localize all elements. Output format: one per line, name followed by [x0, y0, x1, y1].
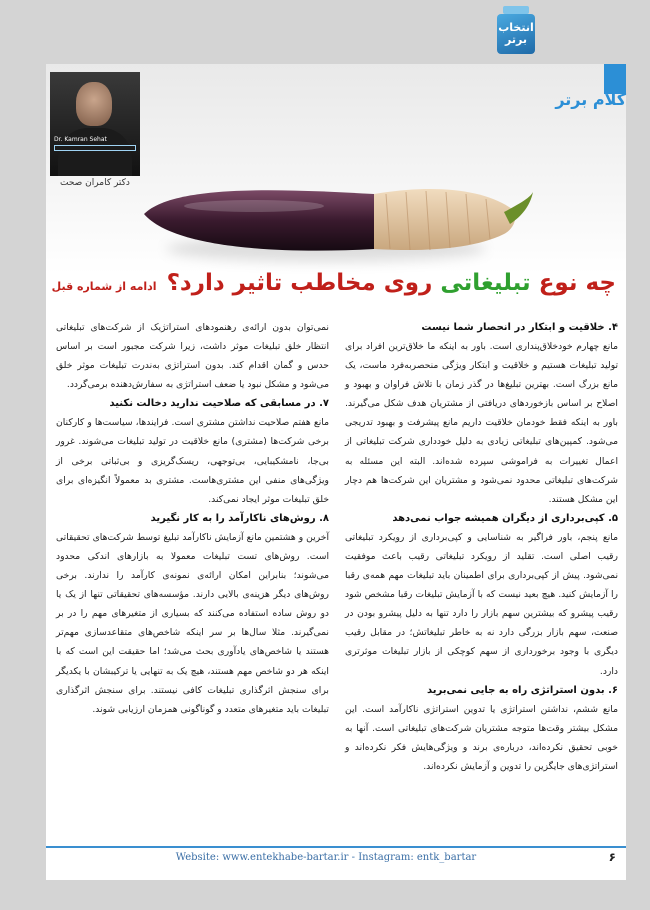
header-strip [0, 0, 650, 64]
article-title-row [51, 270, 616, 308]
continued-note: ادامه از شماره قبل [51, 280, 157, 293]
paragraph: مانع پنجم، باور فراگیر به شناسایی و کپی‌برداری از رویکرد تبلیغاتی رقیب اصلی است. تقلید از رویکرد تبلیغاتی رقیب باعث موفقیت نمی‌شود. پیش از کپی‌برداری برای اطمینان باید تبلیغات مهم همه‌ی رقبا را آزمایش کنید. هیچ بعید نیست که با آزمایش تبلیغات رقبا مشخص شود رقیب پیشرو که بیشترین سهم بازار را دارد تنها به دلیل پیشرو بودن در صنعت، سهم بازار بزرگی دارد نه به خاطر تبلیغاتش؛ در مقابل رقیب دیگری با وجود برخورداری از سهم کوچکی از بازار تبلیغات موثرتری دارد. [345, 531, 618, 677]
author-photo-name: Dr. Kamran Sehat [54, 136, 107, 143]
footer-divider [46, 846, 626, 848]
page-number: ۶ [608, 850, 616, 864]
author-photo [50, 72, 140, 176]
section-heading: ۸. روش‌های ناکارآمد را به کار نگیرید [150, 512, 329, 524]
paragraph: مانع ششم، نداشتن استراتژی یا تدوین استراتژی ناکارآمد است. این مشکل بیشتر وقت‌ها متوجه مشتریان شرکت‌های تبلیغاتی است. آنها به خوبی تحقیق نکرده‌اند، درباره‌ی برند و ویژگی‌هایش فکر نکرده‌اند و استراتژی‌های جایگزین را تدوین و آزمایش نکرده‌اند. [345, 703, 618, 772]
section-heading: ۴. خلاقیت و ابتکار در انحصار شما نیست [421, 322, 618, 333]
author-head [76, 82, 112, 126]
logo-mark [503, 6, 529, 14]
article-column-right [345, 318, 618, 848]
paragraph: نمی‌توان بدون ارائه‌ی رهنمودهای استراتژیک از شرکت‌های تبلیغاتی انتظار خلق تبلیغات موثر داشت، زیرا شرکت مجبور است بر اساس حدس و گمان اقدام کند. بدون استراتژی به‌ندرت تبلیغات موثر خلق می‌شود و مشکل نبود یا ضعف استراتژی به سفارش‌دهنده برمی‌گردد. [56, 322, 329, 391]
section-tag: کلام برتر [555, 90, 626, 109]
title-highlight: تبلیغاتی [440, 270, 531, 296]
eggplant-illustration [134, 154, 534, 264]
section-heading: ۶. بدون استراتژی راه به جایی نمی‌برید [426, 684, 618, 696]
article-column-left [56, 318, 329, 848]
section-heading: ۵. کپی‌برداری از دیگران همیشه جواب نمی‌دهد [392, 512, 618, 524]
footer-website: Website: www.entekhabe-bartar.ir - Instagram: entk_bartar [175, 852, 477, 863]
article-title: چه نوع تبلیغاتی روی مخاطب تاثیر دارد؟ [166, 270, 616, 296]
magazine-logo: انتخاب برتر [497, 14, 535, 54]
section-heading: ۷. در مسابقی که صلاحیت ندارید دخالت نکنید [109, 398, 329, 410]
paragraph: مانع هفتم صلاحیت نداشتن مشتری است. فرایندها، سیاست‌ها و کارکنان برخی شرکت‌ها (مشتری) مانع خلاقیت در تولید تبلیغات می‌شوند. غرور بی‌جا، نامشکیبایی، بی‌توجهی، ریسک‌گریزی و بی‌ثباتی برخی از ویژگی‌های منفی این مشتری‌هاست. مشتری بد معمولاً انگیزه‌ای برای خلق تبلیغات موثر ایجاد نمی‌کند. [56, 417, 329, 505]
author-caption: دکتر کامران صحت [60, 178, 130, 188]
paragraph: مانع چهارم خودخلاق‌پنداری است. باور به اینکه ما خلاق‌ترین افراد برای تولید تبلیغات هستیم و خلاقیت و ابتکار ویژگی منحصربه‌فرد ماست، یک مانع بزرگ است. بهترین تبلیغ‌ها در گذر زمان با تلاش فراوان و بهبود و اصلاح بر اساس بازخوردهای دریافتی از مشتریان هدف شکل می‌گیرند. باور به اینکه فقط خودمان خلاقیت داریم مانع پیشرفت و بهبود تدریجی می‌شود. کمپین‌های تبلیغاتی زیادی به دلیل خودداری شرکت تبلیغاتی از اعمال تغییرات به فراموشی سپرده شده‌اند. البته این مسئله به شرکت‌های تبلیغاتی محدود نمی‌شود و مشتریان این شرکت‌ها هم دچار این مشکل هستند. [345, 341, 618, 505]
article-columns [56, 318, 618, 848]
author-photo-box [54, 145, 136, 151]
paragraph: آخرین و هشتمین مانع آزمایش ناکارآمد تبلیغ توسط شرکت‌های تحقیقاتی است. روش‌های تست تبلیغات معمولا به بازارهای اندکی محدود می‌شوند؛ بنابراین امکان ارائه‌ی نمونه‌ی کارآمد را ندارند. برخی روش‌های دیگر هزینه‌ی بالایی دارند. مؤسسه‌های تحقیقاتی تنها از یک یا دو روش ساده استفاده می‌کنند که بسیاری از متغیرهای مهم را در بر نمی‌گیرند. مثلا سال‌ها بر سر اینکه شاخص‌های متقاعدسازی مهم‌تر هستند یا شاخص‌های یادآوری بحث می‌شد؛ اما حقیقت این است که با اینکه هر دو شاخص مهم هستند، هیچ یک به تنهایی یا ترکیبشان با یکدیگر برای سنجش اثرگذاری تبلیغات کافی نیستند. برای سنجش اثرگذاری تبلیغات باید متغیرهای متعدد و گوناگونی همزمان ارزیابی شوند. [56, 531, 329, 715]
author-photo-overlay [54, 136, 136, 151]
